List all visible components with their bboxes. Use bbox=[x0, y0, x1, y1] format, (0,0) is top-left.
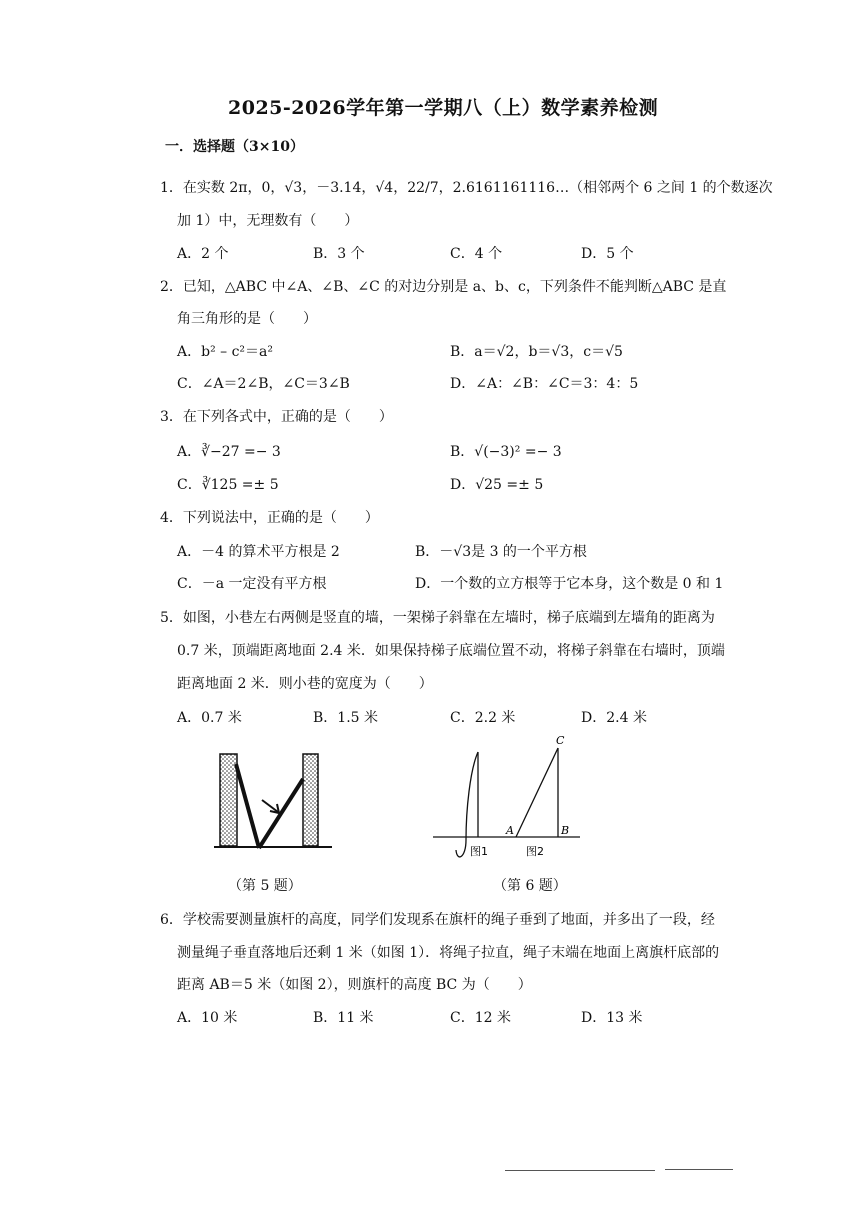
question-3-option-a: A．∛−27 =− 3 bbox=[177, 444, 281, 460]
figure-5-alley-ladder bbox=[208, 744, 338, 856]
question-6-line-1: 6．学校需要测量旗杆的高度，同学们发现系在旗杆的绳子垂到了地面，并多出了一段，经 bbox=[160, 912, 715, 928]
question-2-line-2: 角三角形的是（ ） bbox=[177, 311, 317, 327]
question-5-line-2: 0.7 米，顶端距离地面 2.4 米．如果保持梯子底端位置不动，将梯子斜靠在右墙时，顶端 bbox=[177, 643, 725, 659]
question-3-line-1: 3．在下列各式中，正确的是（ ） bbox=[160, 409, 393, 425]
question-3-option-d: D．√25 =± 5 bbox=[450, 477, 544, 493]
ladder-right bbox=[259, 779, 303, 848]
rope-hanging bbox=[456, 752, 478, 857]
question-1-option-b: B．3 个 bbox=[313, 246, 365, 262]
question-4-line-1: 4．下列说法中，正确的是（ ） bbox=[160, 510, 379, 526]
question-1-option-d: D．5 个 bbox=[581, 246, 634, 262]
question-2-line-1: 2．已知，△ABC 中∠A、∠B、∠C 的对边分别是 a、b、c，下列条件不能判断△ABC 是直 bbox=[160, 279, 727, 295]
question-6-option-b: B．11 米 bbox=[313, 1010, 374, 1026]
page-title: 2025-2026学年第一学期八（上）数学素养检测 bbox=[228, 97, 659, 119]
section-heading: 一．选择题（3×10） bbox=[165, 139, 304, 155]
question-6-line-2: 测量绳子垂直落地后还剩 1 米（如图 1）．将绳子拉直，绳子末端在地面上离旗杆底部的 bbox=[177, 945, 720, 961]
question-1-option-c: C．4 个 bbox=[450, 246, 503, 262]
bottom-line-right bbox=[665, 1169, 733, 1170]
label-c: C bbox=[556, 734, 565, 747]
question-4-option-b: B．－√3是 3 的一个平方根 bbox=[415, 544, 587, 560]
right-wall bbox=[303, 754, 318, 846]
question-2-option-c: C．∠A＝2∠B，∠C＝3∠B bbox=[177, 376, 350, 392]
question-5-line-3: 距离地面 2 米．则小巷的宽度为（ ） bbox=[177, 676, 433, 692]
question-5-line-1: 5．如图，小巷左右两侧是竖直的墙，一架梯子斜靠在左墙时，梯子底端到左墙角的距离为 bbox=[160, 610, 715, 626]
question-2-option-a: A．b² – c²＝a² bbox=[177, 344, 273, 360]
question-3-option-b: B．√(−3)² =− 3 bbox=[450, 444, 562, 460]
label-b: B bbox=[561, 824, 570, 837]
figure-6-flagpole bbox=[430, 730, 590, 864]
question-6-line-3: 距离 AB＝5 米（如图 2），则旗杆的高度 BC 为（ ） bbox=[177, 977, 532, 993]
figure-6-caption: （第 6 题） bbox=[493, 878, 567, 894]
figure-5-caption: （第 5 题） bbox=[228, 878, 302, 894]
rope-taut bbox=[516, 748, 558, 837]
question-2-option-b: B．a＝√2，b＝√3，c＝√5 bbox=[450, 344, 623, 360]
question-1-line-1: 1．在实数 2π，0，√3，－3.14，√4，22/7，2.6161161116…（相邻两个 6 之间 1 的个数逐次 bbox=[160, 180, 773, 196]
left-wall bbox=[220, 754, 237, 846]
question-2-option-d: D．∠A：∠B：∠C＝3：4：5 bbox=[450, 376, 639, 392]
question-5-option-d: D．2.4 米 bbox=[581, 710, 647, 726]
question-6-option-c: C．12 米 bbox=[450, 1010, 511, 1026]
question-1-line-2: 加 1）中，无理数有（ ） bbox=[177, 213, 359, 229]
question-5-option-c: C．2.2 米 bbox=[450, 710, 516, 726]
bottom-line-left bbox=[505, 1170, 655, 1171]
label-fig1: 图1 bbox=[470, 845, 488, 858]
question-6-option-d: D．13 米 bbox=[581, 1010, 643, 1026]
question-4-option-a: A．－4 的算术平方根是 2 bbox=[177, 544, 340, 560]
label-a: A bbox=[506, 824, 514, 837]
question-6-option-a: A．10 米 bbox=[177, 1010, 238, 1026]
question-3-option-c: C．∛125 =± 5 bbox=[177, 477, 279, 493]
ladder-left bbox=[236, 764, 259, 848]
question-1-option-a: A．2 个 bbox=[177, 246, 229, 262]
question-4-option-c: C．－a 一定没有平方根 bbox=[177, 576, 327, 592]
arrow-shaft bbox=[262, 800, 278, 812]
question-5-option-a: A．0.7 米 bbox=[177, 710, 242, 726]
question-4-option-d: D．一个数的立方根等于它本身，这个数是 0 和 1 bbox=[415, 576, 724, 592]
label-fig2: 图2 bbox=[526, 845, 544, 858]
question-5-option-b: B．1.5 米 bbox=[313, 710, 379, 726]
